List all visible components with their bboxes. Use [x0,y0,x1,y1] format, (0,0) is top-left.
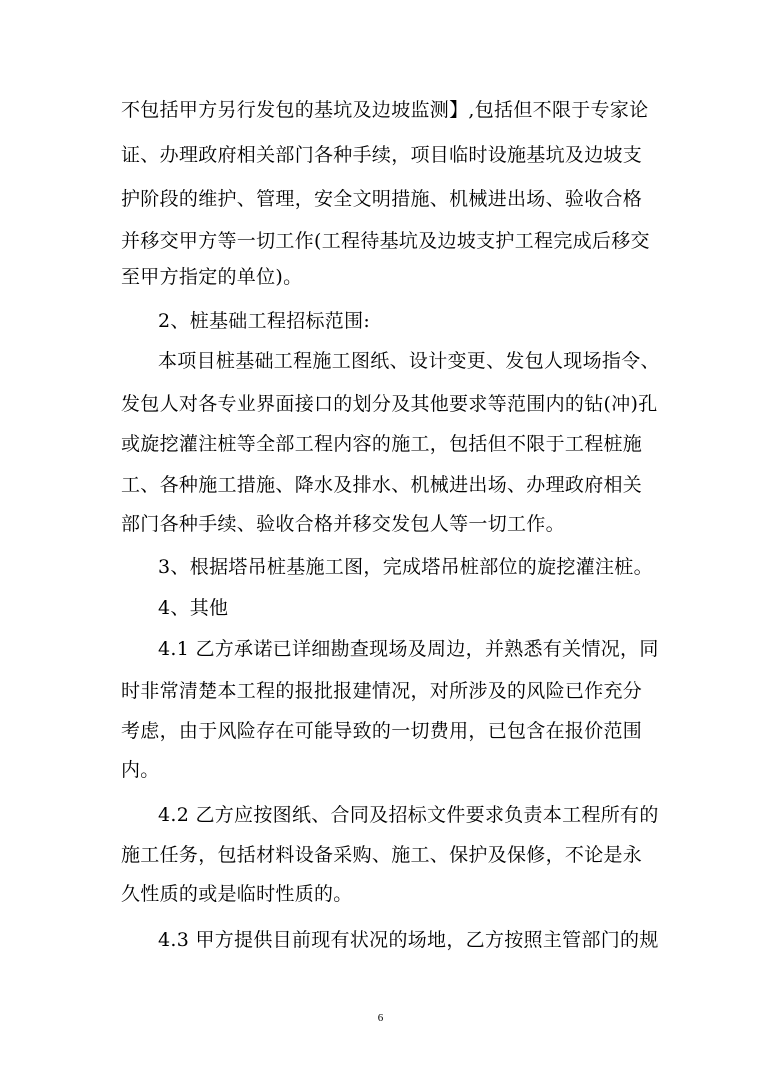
section-heading-4: 4、其他 [158,597,229,619]
clause-4-1-line-4: 内。 [121,759,160,781]
clause-4-1-line-2: 时非常清楚本工程的报批报建情况，对所涉及的风险已作充分 [121,680,643,702]
clause-4-2-line-1: 4.2 乙方应按图纸、合同及招标文件要求负责本工程所有的 [158,804,659,826]
text-line-3: 护阶段的维护、管理，安全文明措施、机械进出场、验收合格 [121,188,643,210]
page-number: 6 [377,1012,384,1024]
section-heading-2: 2、桩基础工程招标范围: [158,310,371,332]
text-line-7: 本项目桩基础工程施工图纸、设计变更、发包人现场指令、 [158,350,660,372]
section-heading-3: 3、根据塔吊桩基施工图，完成塔吊桩部位的旋挖灌注桩。 [158,556,653,578]
clause-4-1-line-1: 4.1 乙方承诺已详细勘查现场及周边，并熟悉有关情况，同 [158,638,659,660]
clause-4-1-line-3: 考虑，由于风险存在可能导致的一切费用，已包含在报价范围 [121,720,643,742]
text-line-10: 工、各种施工措施、降水及排水、机械进出场、办理政府相关 [121,474,643,496]
text-line-5: 至甲方指定的单位)。 [121,266,303,288]
text-line-8: 发包人对各专业界面接口的划分及其他要求等范围内的钻(冲)孔 [121,393,658,415]
clause-4-3-line-1: 4.3 甲方提供目前现有状况的场地，乙方按照主管部门的规 [158,929,659,951]
text-line-11: 部门各种手续、验收合格并移交发包人等一切工作。 [121,513,565,535]
clause-4-2-line-2: 施工任务，包括材料设备采购、施工、保护及保修，不论是永 [121,844,643,866]
text-line-2: 证、办理政府相关部门各种手续，项目临时设施基坑及边坡支 [121,144,643,166]
text-line-9: 或旋挖灌注桩等全部工程内容的施工，包括但不限于工程桩施 [121,433,643,455]
clause-4-2-line-3: 久性质的或是临时性质的。 [121,883,353,905]
text-line-1: 不包括甲方另行发包的基坑及边坡监测】,包括但不限于专家论 [121,99,649,121]
text-line-4: 并移交甲方等一切工作(工程待基坑及边坡支护工程完成后移交 [121,230,650,252]
